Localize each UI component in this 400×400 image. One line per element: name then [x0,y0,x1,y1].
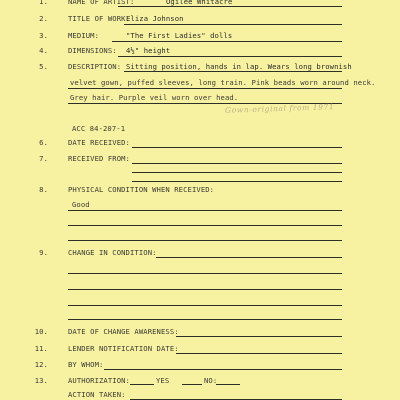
field-value: Sitting position, hands in lap. Wears long brownish [126,62,352,71]
field-rule [176,353,342,354]
field-value: Ogilee Whitacre [166,0,233,6]
field-rule [68,210,342,211]
authorization-yes-label: YES [156,376,170,385]
field-number: 7. [39,154,48,163]
field-rule [104,369,342,370]
handwritten-note: Gown-original from 1971 [224,102,335,115]
field-label: TITLE OF WORK: [68,14,130,23]
field-rule [132,147,342,148]
field-number: 9. [39,248,48,257]
authorization-no-line [182,384,202,385]
field-number: 12. [34,360,48,369]
field-label: DIMENSIONS: [68,46,117,55]
field-number: 4. [39,46,48,55]
field-rule [156,257,342,258]
field-number: 13. [34,376,48,385]
field-rule [68,225,342,226]
field-label: BY WHOM: [68,360,104,369]
authorization-yes-line [130,384,154,385]
field-number: 5. [39,62,48,71]
field-value: "The First Ladies" dolls [126,31,233,40]
field-number: 3. [39,31,48,40]
description-line: Grey hair. Purple veil worn over head. [70,93,239,102]
field-rule [68,319,342,320]
field-rule [132,163,342,164]
field-label: DATE OF CHANGE AWARENESS: [68,327,179,336]
authorization-no-fill-line [216,384,240,385]
field-rule [124,71,342,72]
field-rule [124,24,342,25]
accession-number: ACC 84-207-1 [72,124,126,133]
field-number: 1. [39,0,48,6]
field-rule [118,6,342,7]
field-number: 2. [39,14,48,23]
field-number: 8. [39,185,48,194]
field-rule [132,181,342,182]
field-rule [132,172,342,173]
field-value: 4½" height [126,46,171,55]
field-number: 6. [39,138,48,147]
field-label: RECEIVED FROM: [68,154,130,163]
field-label: CHANGE IN CONDITION: [68,248,157,257]
field-label: DESCRIPTION: [68,62,122,71]
field-number: 10. [34,327,48,336]
field-label: PHYSICAL CONDITION WHEN RECEIVED: [68,185,215,194]
field-rule [68,289,342,290]
field-rule [68,88,342,89]
field-label: DATE RECEIVED: [68,138,130,147]
field-rule [118,56,342,57]
authorization-no-label: NO: [204,376,218,385]
description-line: velvet gown, puffed sleeves, long train. Pink beads worn around neck. [70,78,376,87]
field-value: Eliza Johnson [126,14,184,23]
field-label: NAME OF ARTIST: [68,0,135,6]
condition-value: Good [72,200,90,209]
field-number: 11. [34,344,48,353]
field-label: LENDER NOTIFICATION DATE: [68,344,179,353]
field-label: MEDIUM: [68,31,99,40]
field-rule [68,273,342,274]
field-label: AUTHORIZATION: [68,376,130,385]
field-rule [68,240,342,241]
field-label: ACTION TAKEN: [68,390,126,399]
field-rule [176,336,342,337]
field-rule [112,41,342,42]
field-rule [68,305,342,306]
